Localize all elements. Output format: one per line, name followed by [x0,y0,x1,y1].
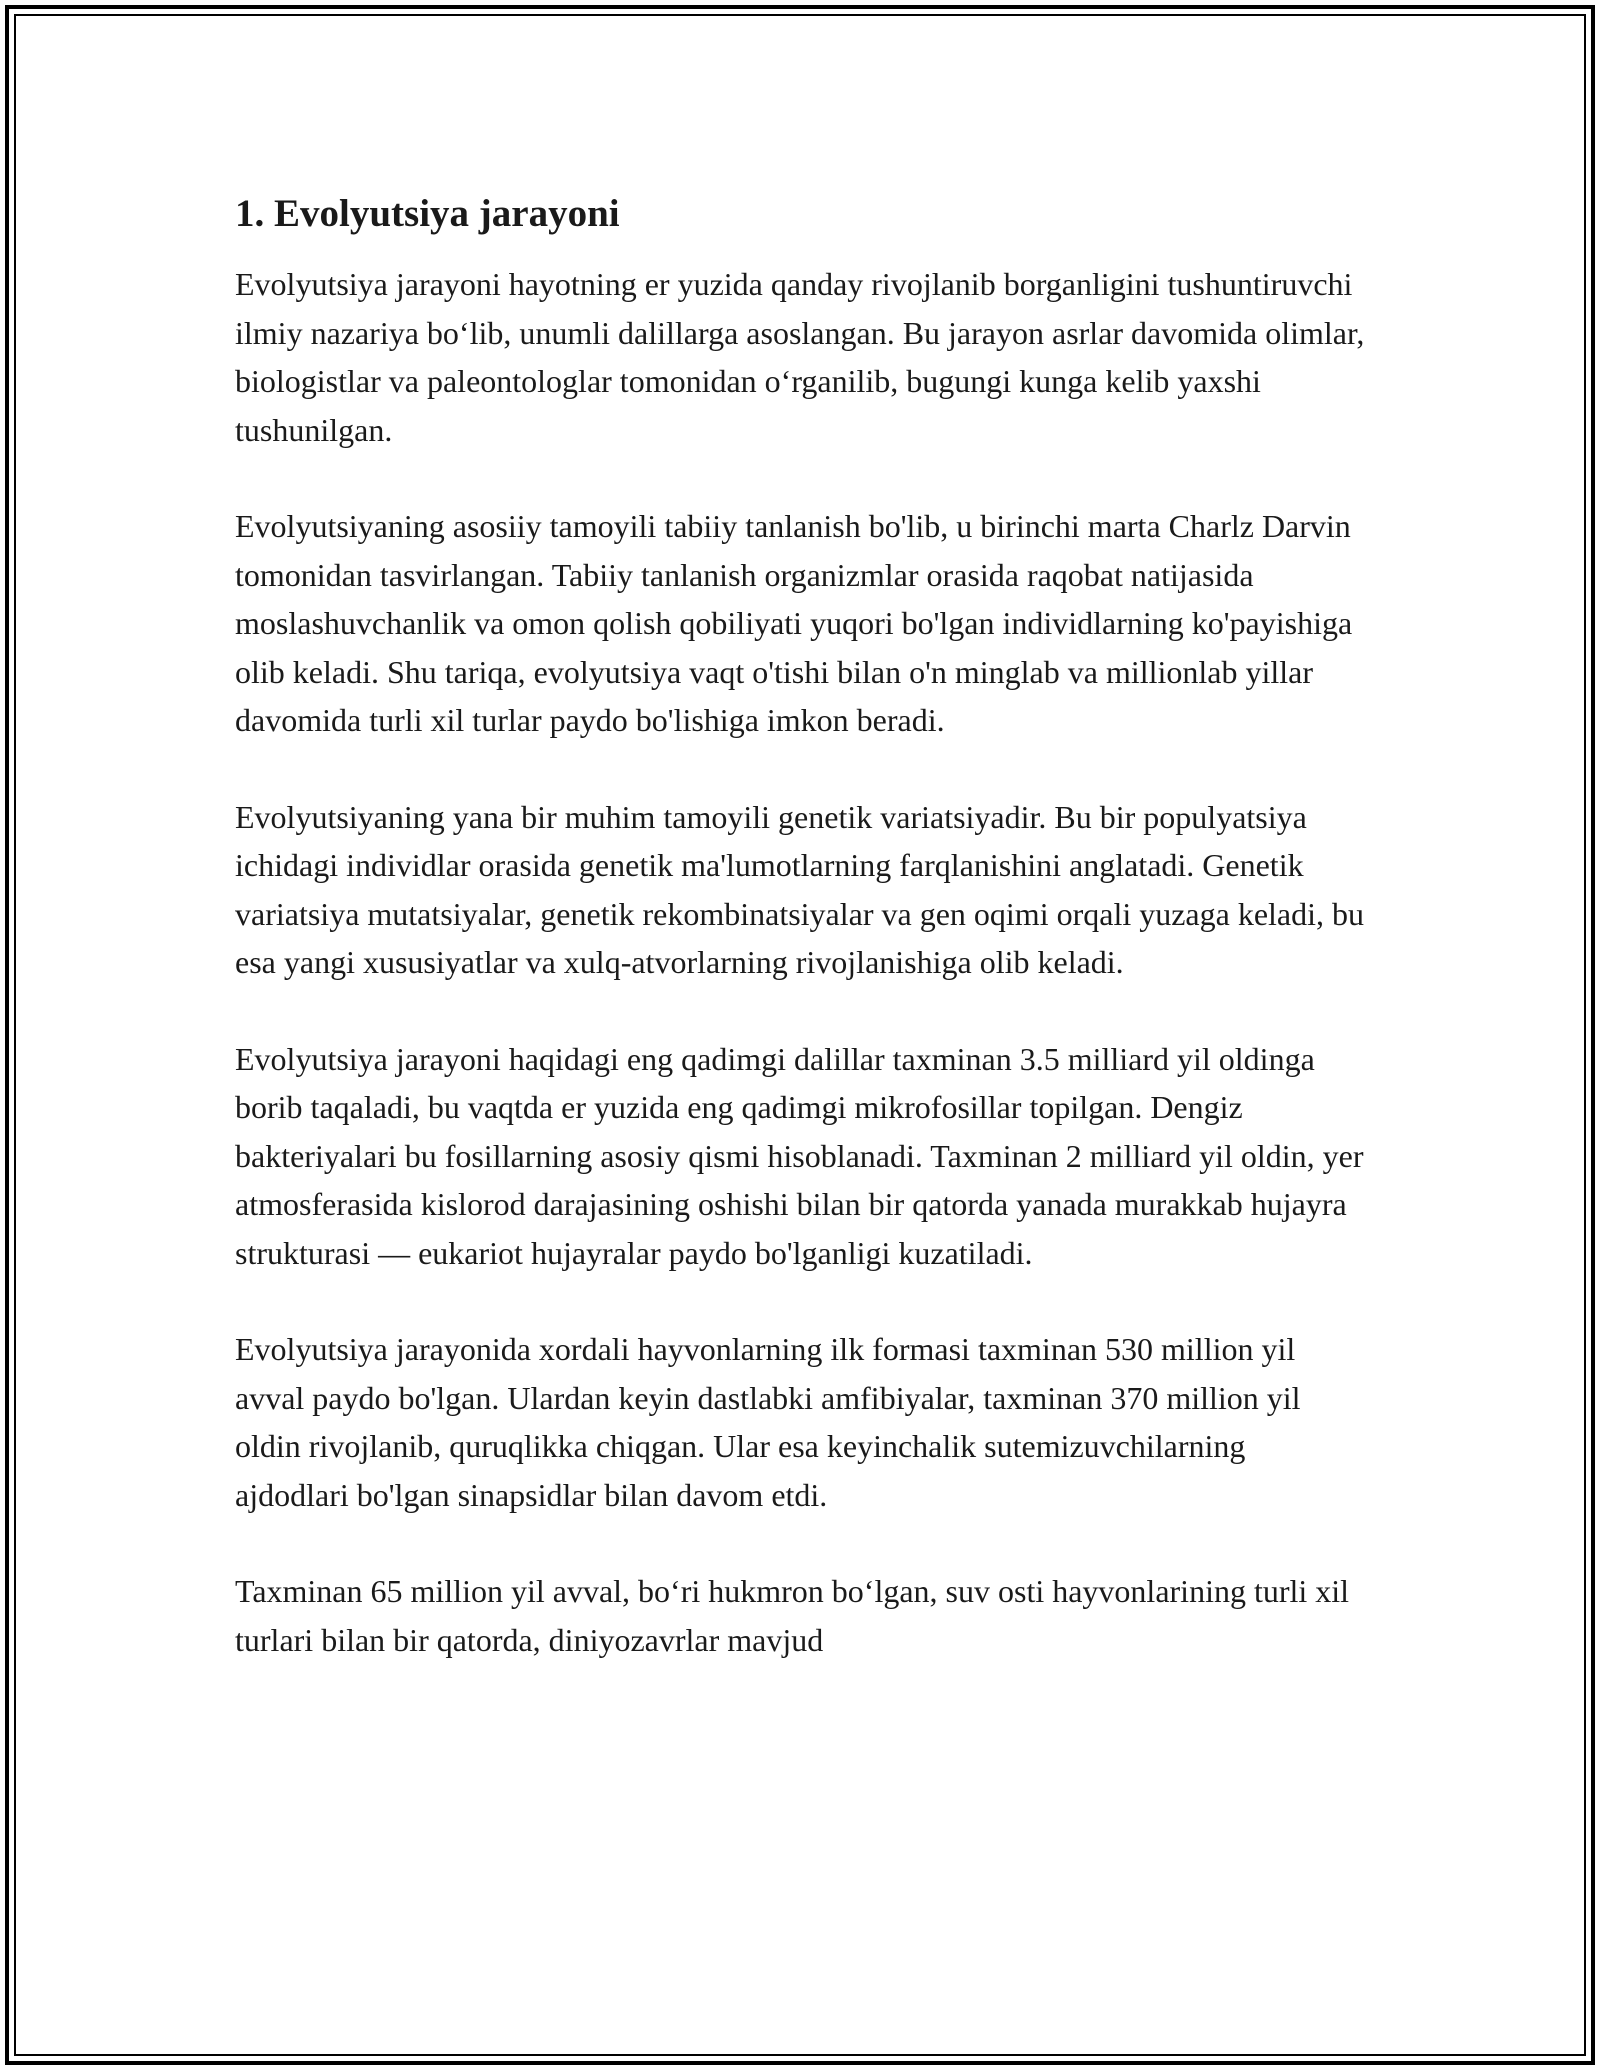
paragraph-2: Evolyutsiyaning asosiiy tamoyili tabiiy tanlanish bo'lib, u birinchi marta Charlz Darvin tomonidan tasvirlangan. Tabiiy tanlanish organizmlar orasida raqobat natijasida moslashuvchanlik va omon qolish qobiliyati yuqori bo'lgan individlarning ko'payishiga olib keladi. Shu tariqa, evolyutsiya vaqt o'tishi bilan o'n minglab va millionlab yillar davomida turli xil turlar paydo bo'lishiga imkon beradi. [235,508,1353,738]
document-body [235,186,1365,1712]
paragraph-6: Taxminan 65 million yil avval, bo‘ri hukmron bo‘lgan, suv osti hayvonlarining turli xil turlari bilan bir qatorda, diniyozavrlar mavjud [235,1573,1350,1658]
paragraph-4: Evolyutsiya jarayoni haqidagi eng qadimgi dalillar taxminan 3.5 milliard yil oldinga borib taqaladi, bu vaqtda er yuzida eng qadimgi mikrofosillar topilgan. Dengiz bakteriyalari bu fosillarning asosiy qismi hisoblanadi. Taxminan 2 milliard yil oldin, yer atmosferasida kislorod darajasining oshishi bilan bir qatorda yanada murakkab hujayra strukturasi — eukariot hujayralar paydo bo'lganligi kuzatiladi. [235,1040,1364,1271]
paragraph-5: Evolyutsiya jarayonida xordali hayvonlarning ilk formasi taxminan 530 million yil avval paydo bo'lgan. Ulardan keyin dastlabki amfibiyalar, taxminan 370 million yil oldin rivojlanib, quruqlikka chiqgan. Ular esa keyinchalik sutemizuvchilarning ajdodlari bo'lgan sinapsidlar bilan davom etdi. [235,1331,1301,1513]
paragraph-1: Evolyutsiya jarayoni hayotning er yuzida qanday rivojlanib borganligini tushuntiruvchi ilmiy nazariya bo‘lib, unumli dalillarga asoslangan. Bu jarayon asrlar davomida olimlar, biologistlar va paleontologlar tomonidan o‘rganilib, bugungi kunga kelib yaxshi tushunilgan. [235,266,1365,448]
paragraph-3: Evolyutsiyaning yana bir muhim tamoyili genetik variatsiyadir. Bu bir populyatsiya ichidagi individlar orasida genetik ma'lumotlarning farqlanishini anglatadi. Genetik variatsiya mutatsiyalar, genetik rekombinatsiyalar va gen oqimi orqali yuzaga keladi, bu esa yangi xususiyatlar va xulq-atvorlarning rivojlanishiga olib keladi. [235,798,1365,980]
section-heading: 1. Evolyutsiya jarayoni [235,192,620,235]
